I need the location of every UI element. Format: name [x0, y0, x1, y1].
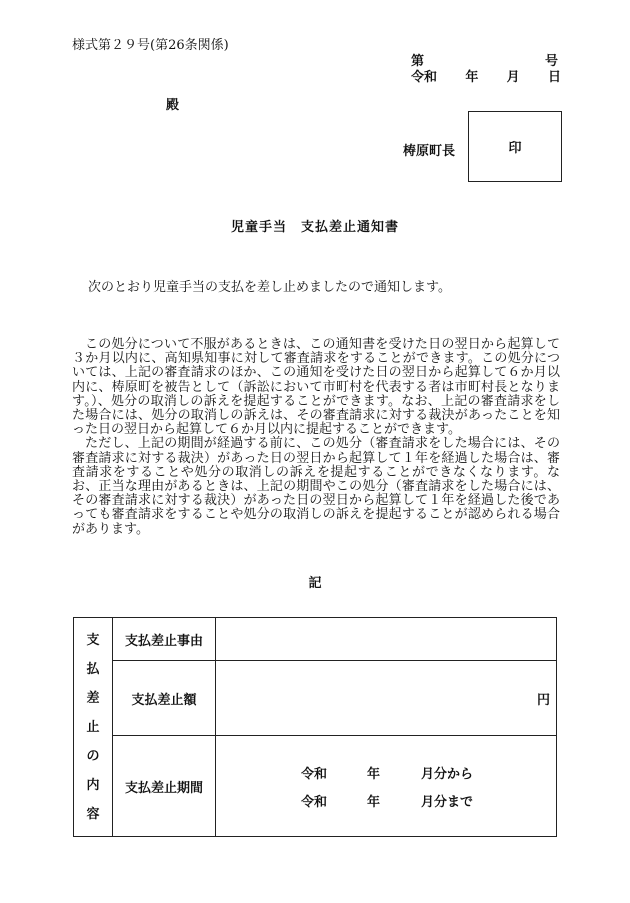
period-from-era: 令和 — [301, 766, 328, 782]
issuer-name: 梼原町長 — [403, 144, 456, 159]
document-title: 児童手当 支払差止通知書 — [230, 220, 399, 235]
period-value[interactable] — [216, 736, 557, 837]
period-to-suffix: 月分まで — [421, 794, 474, 810]
date-month: 月 — [506, 70, 520, 85]
amount-value[interactable] — [216, 661, 557, 736]
issue-date — [411, 66, 561, 85]
period-to-era: 令和 — [301, 794, 328, 810]
period-label: 支払差止期間 — [113, 736, 216, 837]
suspension-details-table — [73, 617, 557, 837]
appeal-notice — [72, 338, 560, 537]
date-day: 日 — [547, 70, 561, 85]
period-to-year: 年 — [367, 794, 381, 810]
seal-label: 印 — [508, 141, 522, 156]
section-char: 止 — [86, 719, 100, 735]
reason-value[interactable] — [216, 618, 557, 661]
section-label — [74, 618, 113, 837]
date-era: 令和 — [411, 70, 438, 85]
period-from-year: 年 — [367, 766, 381, 782]
addressee-suffix: 殿 — [166, 98, 180, 113]
appeal-paragraph-2: ただし、上記の期間が経過する前に、この処分（審査請求をした場合には、その審査請求に対する裁決）があった日の翌日から起算して１年を経過した場合は、審査請求をすることや処分の取消しの訴えを提起することができなくなります。なお、正当な理由があるときは、上記の期間やこの処分（審査請求をした場合には、その審査請求に対する裁決）があった日の翌日から起算して１年を経過した後であっても審査請求をすることや処分の取消しの訴えを提起することが認められる場合があります。 — [72, 436, 560, 537]
document-number-prefix: 第 — [411, 54, 425, 69]
section-char: 支 — [86, 632, 100, 648]
section-char: 差 — [86, 690, 100, 706]
period-from — [216, 758, 556, 786]
document-number-suffix: 号 — [545, 54, 559, 69]
intro-text: 次のとおり児童手当の支払を差し止めましたので通知します。 — [88, 280, 451, 295]
section-char: の — [86, 748, 100, 764]
amount-unit: 円 — [536, 692, 550, 708]
amount-label: 支払差止額 — [113, 661, 216, 736]
section-char: 払 — [86, 661, 100, 677]
period-from-suffix: 月分から — [421, 766, 474, 782]
section-char: 内 — [86, 777, 100, 793]
reason-label: 支払差止事由 — [113, 618, 216, 661]
appeal-paragraph-1: この処分について不服があるときは、この通知書を受けた日の翌日から起算して３か月以内に、高知県知事に対して審査請求をすることができます。この処分については、上記の審査請求のほか、この通知を受けた日の翌日から起算して６か月以内に、梼原町を被告として（訴訟において市町村を代表する者は市町村長となります。）、処分の取消しの訴えを提起することができます。なお、上記の審査請求をした場合には、処分の取消しの訴えは、その審査請求に対する裁決があったことを知った日の翌日から起算して６か月以内に提起することができます。 — [72, 337, 560, 438]
ki-heading: 記 — [308, 576, 322, 591]
form-number: 様式第２９号(第26条関係) — [72, 38, 229, 53]
seal-box — [468, 111, 562, 182]
section-char: 容 — [86, 806, 100, 822]
period-to — [216, 786, 556, 814]
date-year: 年 — [465, 70, 479, 85]
